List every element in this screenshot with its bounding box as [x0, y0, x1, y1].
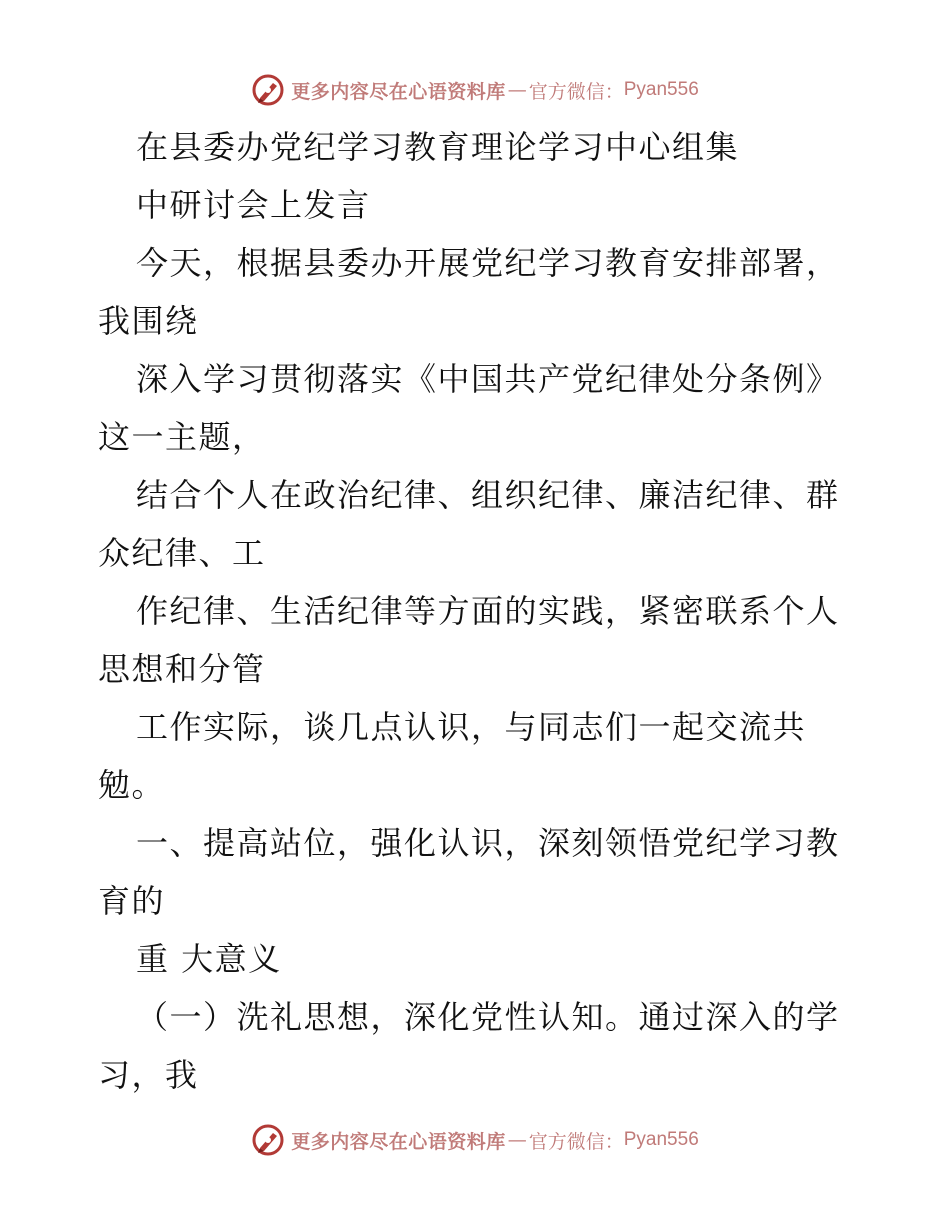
document-line: 勉。	[98, 766, 166, 804]
watermark-separator: —	[507, 79, 527, 101]
document-line: 习，我	[98, 1056, 199, 1094]
pen-logo-icon	[251, 73, 285, 107]
document-line: 作纪律、生活纪律等方面的实践，紧密联系个人	[136, 592, 840, 630]
watermark-separator: —	[507, 1129, 527, 1151]
watermark-text: 更多内容尽在心语资料库	[291, 80, 506, 103]
document-line: 重 大意义	[136, 940, 282, 978]
document-line: 工作实际，谈几点认识，与同志们一起交流共	[136, 708, 807, 746]
document-line: 我围绕	[98, 302, 199, 340]
watermark-wechat-id: Pyan556	[623, 1129, 699, 1150]
document-line: （一）洗礼思想，深化党性认知。通过深入的学	[136, 998, 840, 1036]
document-line: 众纪律、工	[98, 534, 266, 572]
watermark-label: 官方微信：	[528, 80, 624, 103]
document-line: 这一主题，	[98, 418, 266, 456]
document-line: 今天，根据县委办开展党纪学习教育安排部署，	[136, 244, 840, 282]
pen-logo-icon	[251, 1123, 285, 1157]
document-line: 在县委办党纪学习教育理论学习中心组集	[136, 128, 740, 166]
document-line: 深入学习贯彻落实《中国共产党纪律处分条例》	[136, 360, 840, 398]
document-line: 思想和分管	[98, 650, 266, 688]
document-line: 结合个人在政治纪律、组织纪律、廉洁纪律、群	[136, 476, 840, 514]
document-line: 中研讨会上发言	[136, 186, 371, 224]
watermark-wechat-id: Pyan556	[623, 79, 699, 100]
document-line: 育的	[98, 882, 166, 920]
watermark-banner-top	[0, 70, 950, 110]
document-body	[98, 118, 858, 1104]
watermark-banner-bottom	[0, 1120, 950, 1160]
watermark-label: 官方微信：	[528, 1130, 624, 1153]
document-line: 一、提高站位，强化认识，深刻领悟党纪学习教	[136, 824, 840, 862]
watermark-text: 更多内容尽在心语资料库	[291, 1130, 506, 1153]
